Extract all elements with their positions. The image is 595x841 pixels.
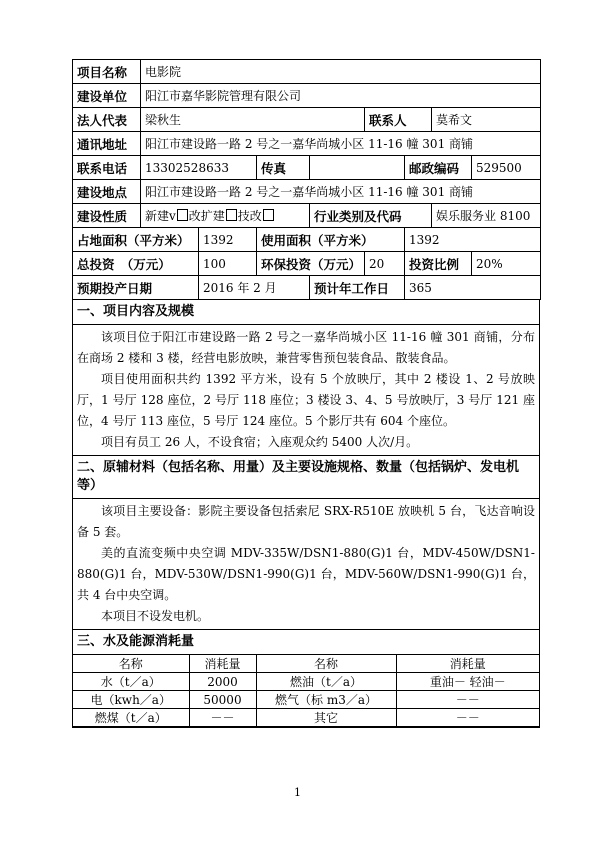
table-cell: 重油－ 轻油－: [396, 673, 539, 691]
table-cell: 其它: [256, 709, 396, 727]
table-cell: 燃气（标 m3／a）: [256, 691, 396, 709]
section-materials: [72, 456, 540, 630]
table-header: 名称: [73, 655, 189, 673]
checkbox-icon: [263, 209, 274, 221]
phone-label: 联系电话: [73, 156, 141, 180]
nature-options: [141, 204, 310, 228]
table-row: [73, 691, 539, 709]
table-row: [73, 655, 539, 673]
table-cell: 水（t／a）: [73, 673, 189, 691]
project-name-label: 项目名称: [73, 60, 141, 84]
site: 阳江市建设路一路 2 号之一嘉华尚城小区 11-16 幢 301 商铺: [141, 180, 541, 204]
site-label: 建设地点: [73, 180, 141, 204]
contact: 莫希文: [432, 108, 541, 132]
env-invest-label: 环保投资（万元）: [257, 252, 365, 276]
address: 阳江市建设路一路 2 号之一嘉华尚城小区 11-16 幢 301 商铺: [141, 132, 541, 156]
industry: 娱乐服务业 8100: [432, 204, 541, 228]
use-area: 1392: [405, 228, 541, 252]
table-cell: 50000: [189, 691, 256, 709]
table-row: [73, 709, 539, 727]
table-cell: －－: [189, 709, 256, 727]
phone: 13302528633: [141, 156, 257, 180]
env-invest: 20: [365, 252, 405, 276]
project-info-table: [72, 59, 541, 300]
project-name: 电影院: [141, 60, 541, 84]
table-cell: 2000: [189, 673, 256, 691]
invest: 100: [199, 252, 257, 276]
invest-ratio-label: 投资比例: [405, 252, 472, 276]
table-header: 消耗量: [396, 655, 539, 673]
nature-tech: 技改: [237, 209, 262, 223]
section1-paragraph: 项目有员工 26 人，不设食宿；入座观众约 5400 人次/月。: [101, 435, 419, 449]
industry-label: 行业类别及代码: [310, 204, 432, 228]
address-label: 通讯地址: [73, 132, 141, 156]
table-cell: －－: [396, 709, 539, 727]
checkbox-icon: [226, 209, 237, 221]
legal-rep: 梁秋生: [141, 108, 365, 132]
postcode-label: 邮政编码: [405, 156, 472, 180]
section2-title: 二、原辅材料（包括名称、用量）及主要设施规格、数量（包括锅炉、发电机等）: [73, 456, 539, 499]
fax: [310, 156, 405, 180]
section1-paragraph: 项目使用面积共约 1392 平方米，设有 5 个放映厅，其中 2 楼设 1、2 号放映厅，1 号厅 128 座位，2 号厅 118 座位；3 楼设 3、4、5 号放映厅，3 号厅 121 座位，4 号厅 113 座位，5 号厅 124 座位。5 个影厅共有 604 个座位。: [77, 372, 535, 428]
invest-ratio: 20%: [472, 252, 541, 276]
land-area-label: 占地面积（平方米）: [73, 228, 199, 252]
postcode: 529500: [472, 156, 541, 180]
section1-title: 一、项目内容及规模: [73, 300, 539, 325]
section2-paragraph: 该项目主要设备：影院主要设备包括索尼 SRX-R510E 放映机 5 台，飞达音响设备 5 套。: [77, 504, 535, 539]
use-area-label: 使用面积（平方米）: [257, 228, 405, 252]
fax-label: 传真: [257, 156, 310, 180]
report-page: [72, 59, 540, 728]
work-days-label: 预计年工作日: [310, 276, 405, 300]
work-days: 365: [405, 276, 541, 300]
section3-title: 三、水及能源消耗量: [73, 630, 539, 655]
checkbox-icon: [177, 209, 188, 221]
table-cell: 电（kwh／a）: [73, 691, 189, 709]
start-date: 2016 年 2 月: [199, 276, 310, 300]
table-header: 名称: [256, 655, 396, 673]
energy-table: [73, 655, 539, 727]
section1-paragraph: 该项目位于阳江市建设路一路 2 号之一嘉华尚城小区 11-16 幢 301 商铺，分布在商场 2 楼和 3 楼，经营电影放映，兼营零售预包装食品、散装食品。: [77, 330, 535, 365]
section2-paragraph: 本项目不设发电机。: [101, 609, 210, 623]
legal-rep-label: 法人代表: [73, 108, 141, 132]
land-area: 1392: [199, 228, 257, 252]
table-row: [73, 673, 539, 691]
section-energy: [72, 630, 540, 728]
table-header: 消耗量: [189, 655, 256, 673]
invest-label: 总投资 （万元）: [73, 252, 199, 276]
start-date-label: 预期投产日期: [73, 276, 199, 300]
table-cell: 燃煤（t／a）: [73, 709, 189, 727]
section2-paragraph: 美的直流变频中央空调 MDV-335W/DSN1-880(G)1 台，MDV-450W/DSN1-880(G)1 台，MDV-530W/DSN1-990(G)1 台，MDV-560W/DSN1-990(G)1 台，共 4 台中央空调。: [77, 546, 535, 602]
section-project-content: [72, 300, 540, 456]
nature-expand: 改扩建: [188, 209, 225, 223]
builder-label: 建设单位: [73, 84, 141, 108]
builder: 阳江市嘉华影院管理有限公司: [141, 84, 541, 108]
nature-label: 建设性质: [73, 204, 141, 228]
table-cell: －－: [396, 691, 539, 709]
nature-new: 新建v: [145, 209, 176, 223]
contact-label: 联系人: [365, 108, 432, 132]
table-cell: 燃油（t／a）: [256, 673, 396, 691]
page-number: 1: [294, 786, 301, 799]
